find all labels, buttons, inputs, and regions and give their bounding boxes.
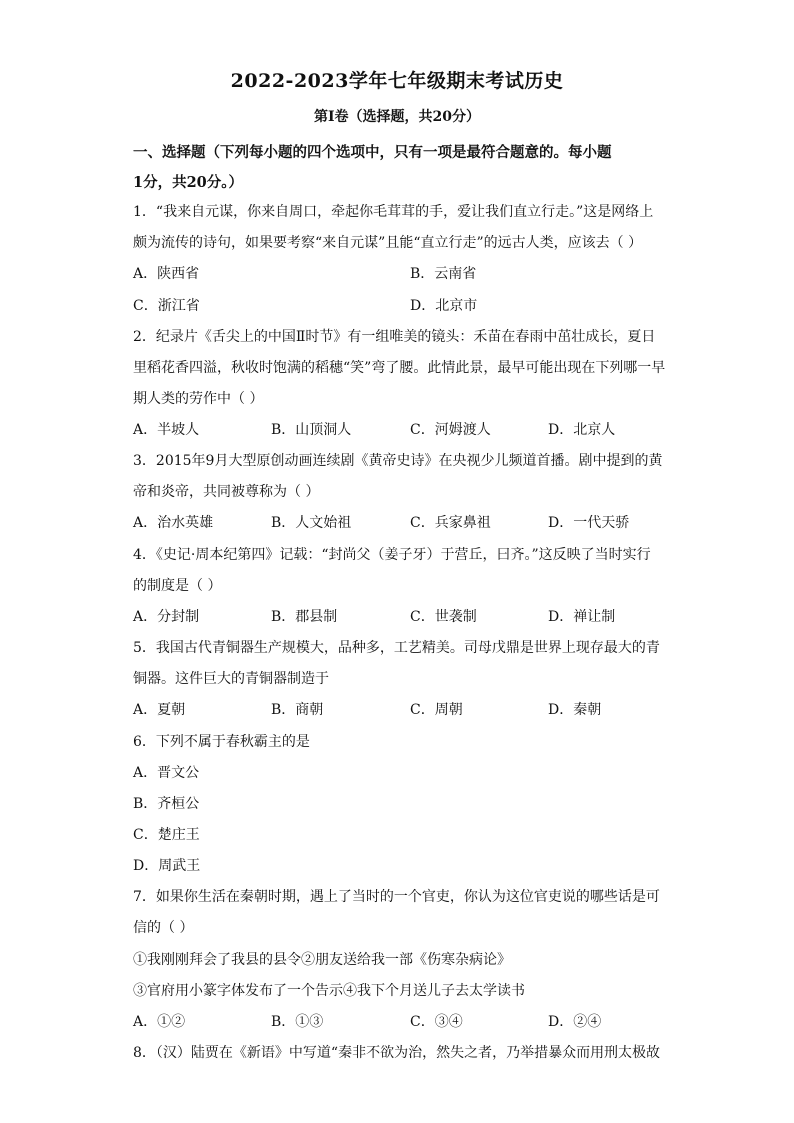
answer-option: D．北京市 [410,298,478,314]
question-line: 7．如果你生活在秦朝时期，遇上了当时的一个官吏，你认为这位官吏说的哪些话是可 [133,889,660,905]
question-line: 1．“我来自元谋，你来自周口，牵起你毛茸茸的手，爱让我们直立行走。”这是网络上 [133,204,654,220]
answer-option: A．陕西省 [133,266,200,282]
answer-option: D．秦朝 [548,702,602,718]
answer-option: D．②④ [548,1014,602,1030]
question-line: 6．下列不属于春秋霸主的是 [133,734,310,750]
answer-option: C．浙江省 [133,298,200,314]
page-title: 2022-2023学年七年级期末考试历史 [230,70,564,92]
question-line: 信的（ ） [133,920,194,936]
page-subtitle: 第I卷（选择题，共20分） [313,109,481,125]
question-line: 8．（汉）陆贾在《新语》中写道“秦非不欲为治，然失之者，乃举措暴众而用刑太极故 [133,1045,661,1061]
answer-option: D．一代天骄 [548,515,630,531]
question-line: 帝和炎帝，共同被尊称为（ ） [133,484,320,500]
answer-option: C．兵家鼻祖 [410,515,491,531]
answer-option: A．①② [133,1014,186,1030]
question-line: 颇为流传的诗句，如果要考察“来自元谋”且能“直立行走”的远古人类，应该去（ ） [133,235,643,251]
answer-option: A．夏朝 [133,702,186,718]
answer-option: C．周朝 [410,702,463,718]
section-heading-line: 一、选择题（下列每小题的四个选项中，只有一项是最符合题意的。每小题 [133,144,612,161]
answer-option: B．郡县制 [271,609,338,625]
section-heading-line: 1分，共20分。） [133,174,244,191]
answer-option: A．半坡人 [133,422,200,438]
answer-option: D．周武王 [133,858,201,874]
question-line: 里稻花香四溢，秋收时饱满的稻穗“笑”弯了腰。此情此景，最早可能出现在下列哪一早 [133,360,666,376]
answer-option: B．①③ [271,1014,324,1030]
question-line: 铜器。这件巨大的青铜器制造于 [133,671,329,687]
answer-option: C．世袭制 [410,609,477,625]
question-line: 3．2015年9月大型原创动画连续剧《黄帝史诗》在央视少儿频道首播。剧中提到的黄 [133,453,663,469]
answer-option: A．分封制 [133,609,200,625]
answer-option: B．商朝 [271,702,324,718]
answer-option: B．云南省 [410,266,477,282]
answer-option: D．北京人 [548,422,616,438]
answer-option: A．晋文公 [133,765,200,781]
question-line: 5．我国古代青铜器生产规模大，品种多，工艺精美。司母戊鼎是世界上现存最大的青 [133,640,660,656]
answer-option: B．齐桓公 [133,796,200,812]
question-line: 2．纪录片《舌尖上的中国Ⅱ时节》有一组唯美的镜头：禾苗在春雨中茁壮成长，夏日 [133,329,656,345]
question-line: 的制度是（ ） [133,578,222,594]
question-line: 4．《史记·周本纪第四》记载：“封尚父（姜子牙）于营丘，曰齐。”这反映了当时实行 [133,547,651,563]
section-heading [133,138,663,198]
answer-option: B．人文始祖 [271,515,352,531]
answer-option: D．禅让制 [548,609,616,625]
answer-option: B．山顶洞人 [271,422,352,438]
answer-option: C．河姆渡人 [410,422,491,438]
question-line: ③官府用小篆字体发布了一个告示④我下个月送儿子去太学读书 [133,983,525,999]
answer-option: A．治水英雄 [133,515,214,531]
answer-option: C．楚庄王 [133,827,200,843]
question-line: 期人类的劳作中（ ） [133,391,264,407]
answer-option: C．③④ [410,1014,463,1030]
question-line: ①我刚刚拜会了我县的县令②朋友送给我一部《伤寒杂病论》 [133,952,511,968]
